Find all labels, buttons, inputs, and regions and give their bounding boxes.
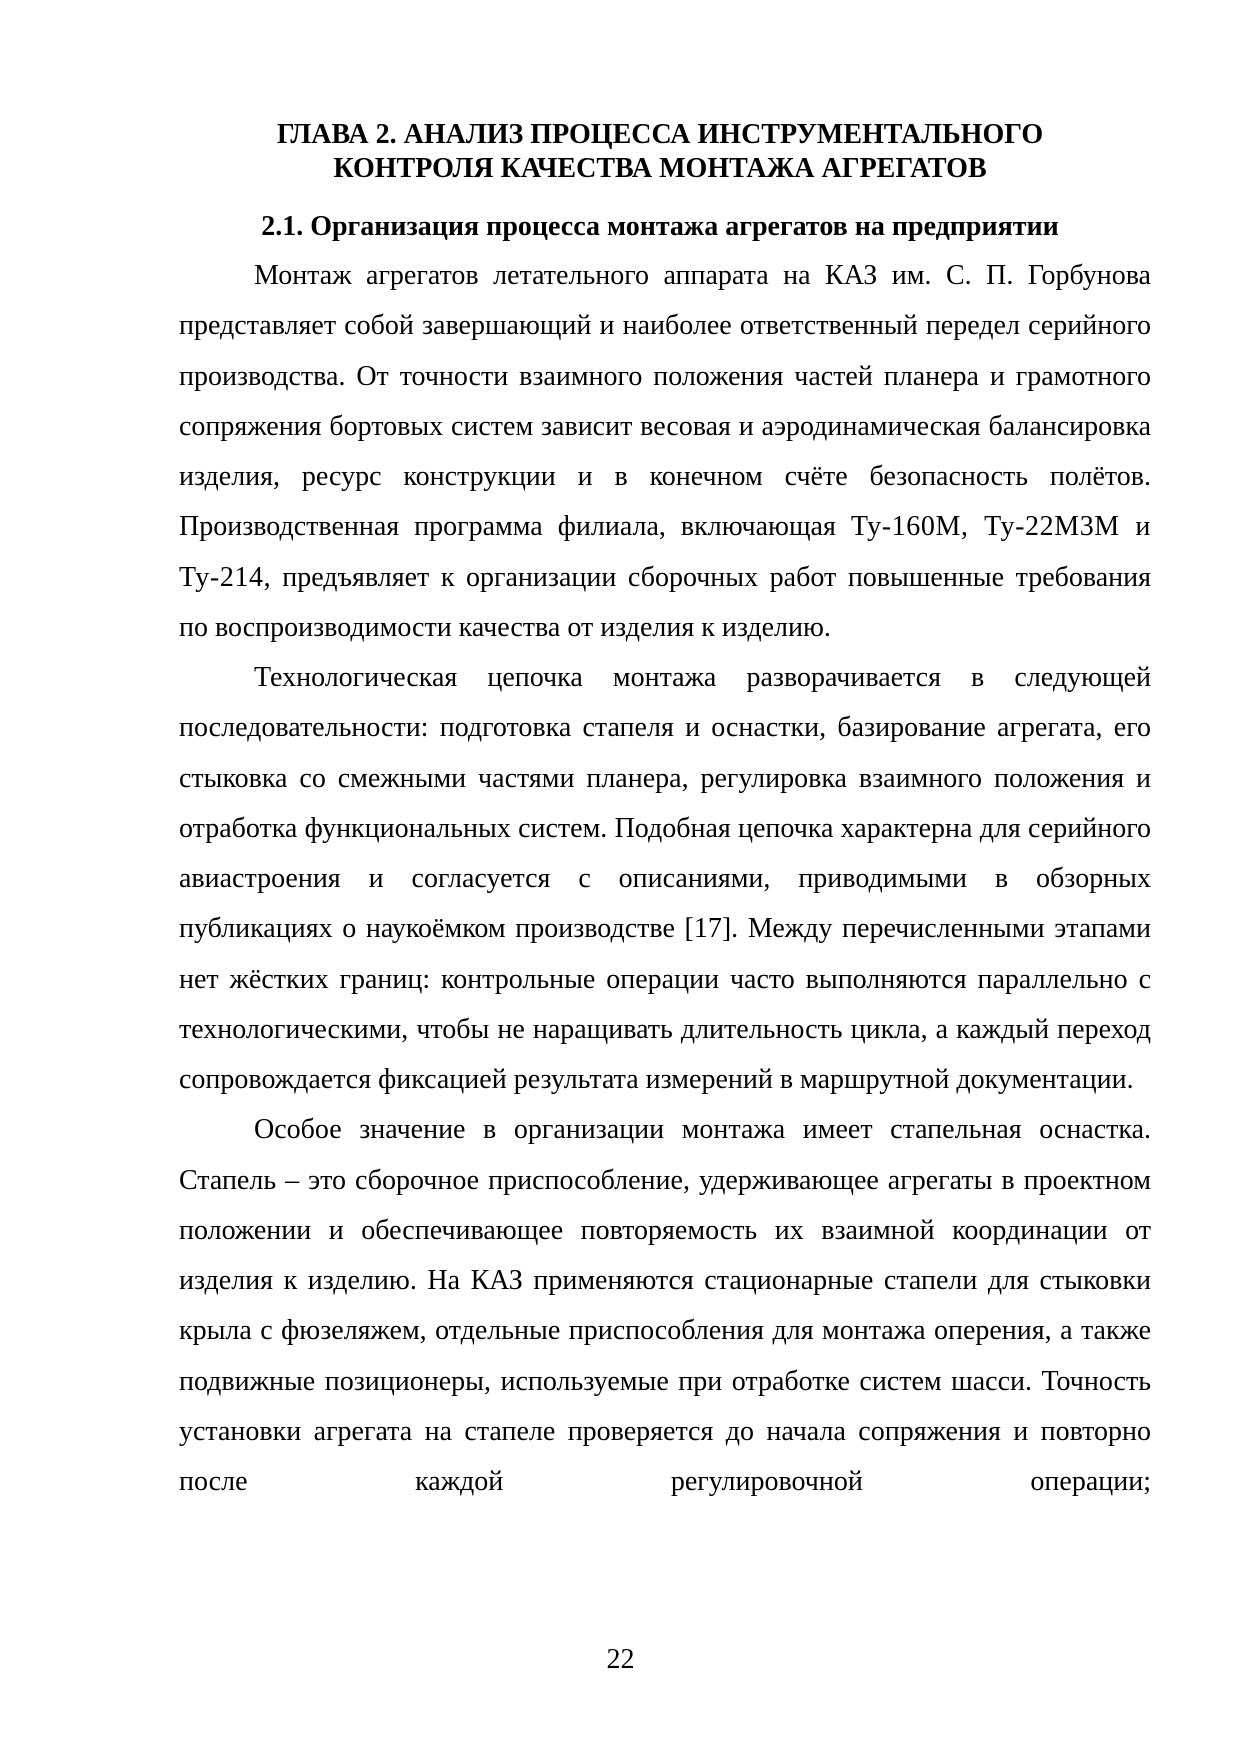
paragraph-1-part-3: , предъявляет к организации сборочных работ повышенные требования по воспроизводимости качества от изделия к изделию. [179,561,1151,643]
chapter-heading-line-2: КОНТРОЛЯ КАЧЕСТВА МОНТАЖА АГРЕГАТОВ [333,153,987,184]
paragraph-2: Технологическая цепочка монтажа разворачивается в следующей последовательности: подготовка стапеля и оснастки, базирование агрегата, его стыковка со смежными частями планера, регулировка взаимного положения и отработка функциональных систем. Подобная цепочка характерна для серийного авиастроения и согласуется с описаниями, приводимыми в обзорных публикациях о наукоёмком производстве [17]. Между перечисленными этапами нет жёстких границ: контрольные операции часто выполняются параллельно с технологическими, чтобы не наращивать длительность цикла, а каждый переход сопровождается фиксацией результата измерений в маршрутной документации. [179,662,1151,1095]
paragraph-1 [179,251,1151,653]
page-number: 22 [606,1644,635,1675]
chapter-heading [180,118,1140,186]
paragraph-3: Особое значение в организации монтажа имеет стапельная оснастка. Стапель – это сборочное приспособление, удерживающее агрегаты в проектном положении и обеспечивающее повторяемость их взаимной координации от изделия к изделию. На КАЗ применяются стационарные стапели для стыковки крыла с фюзеляжем, отдельные приспособления для монтажа оперения, а также подвижные позиционеры, используемые при отработке систем шасси. Точность установки агрегата на стапеле проверяется до начала сопряжения и повторно после каждой регулировочной операции; [179,1114,1151,1497]
chapter-heading-line-1: ГЛАВА 2. АНАЛИЗ ПРОЦЕССА ИНСТРУМЕНТАЛЬНОГО [276,119,1044,150]
paragraph-1-aircraft-list: Ту-160М, Ту-22М3М и Ту-214 [179,511,1151,593]
paragraph-1-part-1: Монтаж агрегатов летательного аппарата на КАЗ им. С. П. Горбунова представляет собой завершающий и наиболее ответственный передел серийного производства. От точности взаимного положения частей планера и грамотного сопряжения бортовых систем зависит весовая и аэродинамическая балансировка изделия, ресурс конструкции и в конечном счёте безопасность полётов. Производственная программа филиала, включающая [179,260,1151,543]
body-text [179,251,1151,1507]
section-heading: 2.1. Организация процесса монтажа агрегатов на предприятии [261,211,1059,242]
